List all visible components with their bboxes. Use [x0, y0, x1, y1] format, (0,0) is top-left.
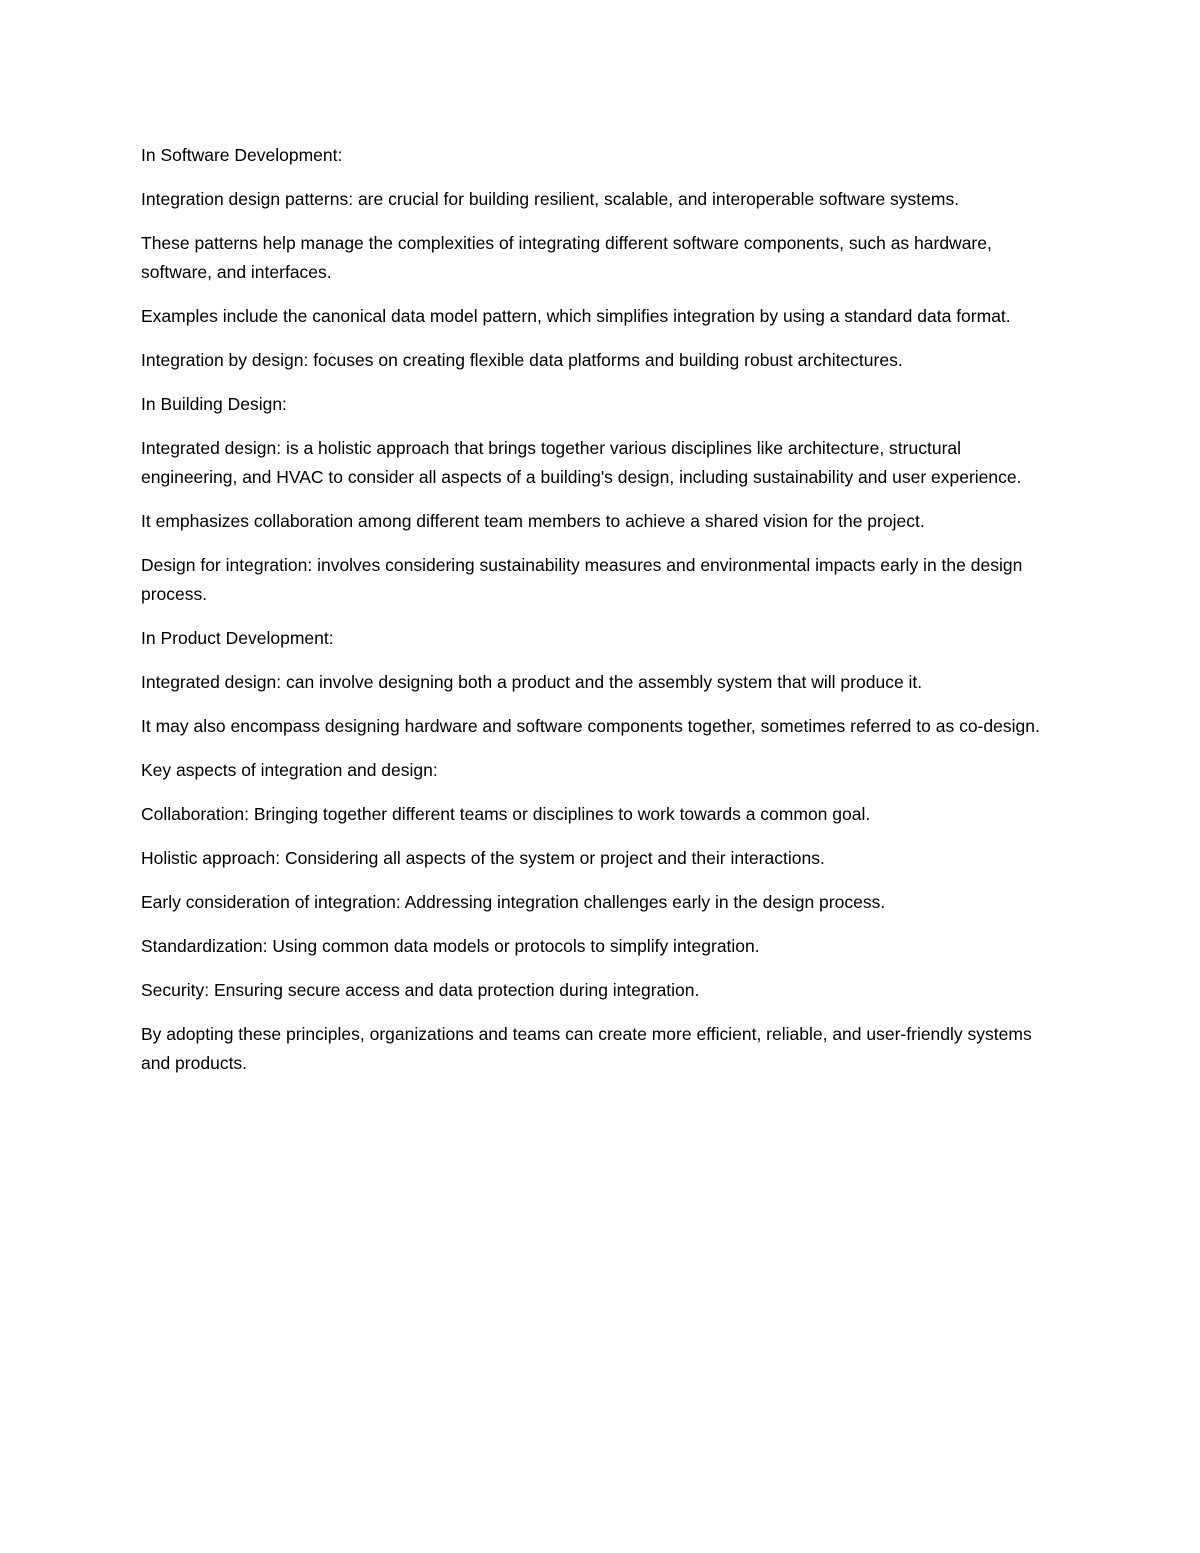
section-heading-building: In Building Design: [141, 394, 287, 414]
paragraph: Integration by design: focuses on creating flexible data platforms and building robust architectures. [141, 350, 903, 370]
section-heading-software: In Software Development: [141, 145, 343, 165]
paragraph: Integration design patterns: are crucial for building resilient, scalable, and interoperable software systems. [141, 189, 960, 209]
paragraph: Collaboration: Bringing together different teams or disciplines to work towards a common goal. [141, 804, 871, 824]
paragraph: It may also encompass designing hardware and software components together, sometimes referred to as co-design. [141, 716, 1040, 736]
section-heading-product: In Product Development: [141, 628, 334, 648]
paragraph: Security: Ensuring secure access and data protection during integration. [141, 980, 700, 1000]
paragraph: It emphasizes collaboration among different team members to achieve a shared vision for the project. [141, 511, 925, 531]
paragraph: Design for integration: involves considering sustainability measures and environmental impacts early in the design process. [141, 555, 1028, 604]
paragraph: Integrated design: can involve designing both a product and the assembly system that will produce it. [141, 672, 923, 692]
paragraph: By adopting these principles, organizations and teams can create more efficient, reliable, and user-friendly systems and products. [141, 1024, 1037, 1073]
paragraph: These patterns help manage the complexities of integrating different software components, such as hardware, software, and interfaces. [141, 233, 997, 282]
paragraph: Early consideration of integration: Addressing integration challenges early in the design process. [141, 892, 886, 912]
section-heading-key-aspects: Key aspects of integration and design: [141, 760, 438, 780]
paragraph: Standardization: Using common data models or protocols to simplify integration. [141, 936, 760, 956]
document-body [141, 141, 1051, 1093]
paragraph: Holistic approach: Considering all aspects of the system or project and their interactions. [141, 848, 825, 868]
paragraph: Integrated design: is a holistic approach that brings together various disciplines like architecture, structural engineering, and HVAC to consider all aspects of a building's design, including sustainability and user experience. [141, 438, 1022, 487]
paragraph: Examples include the canonical data model pattern, which simplifies integration by using a standard data format. [141, 306, 1011, 326]
